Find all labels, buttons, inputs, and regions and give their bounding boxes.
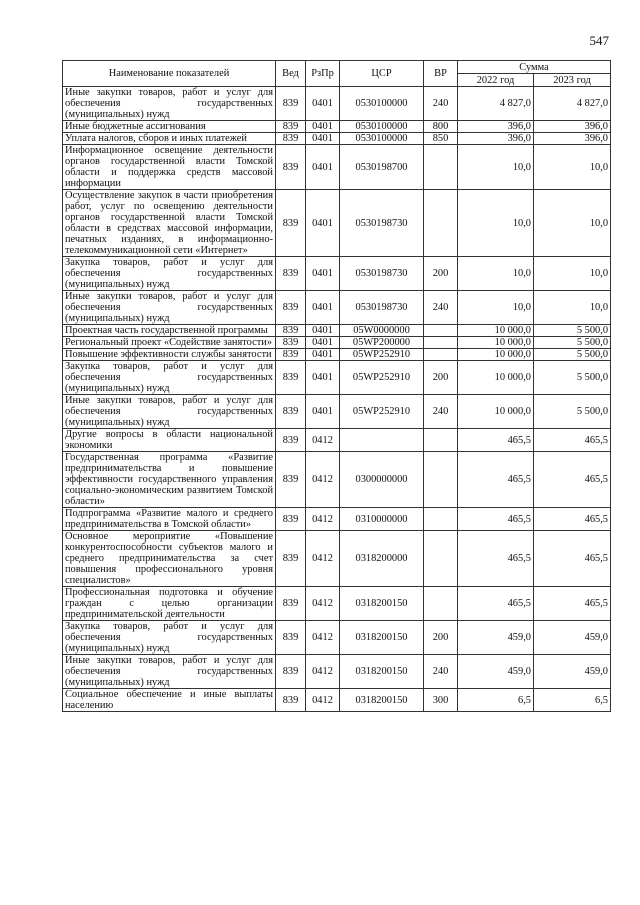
row-csr: 0530198700 (340, 145, 424, 190)
row-sum-2022: 459,0 (458, 655, 534, 689)
row-vr: 240 (424, 291, 458, 325)
row-name: Иные закупки товаров, работ и услуг для обеспечения государственных (муниципальных) нужд (63, 87, 276, 121)
row-sum-2022: 396,0 (458, 121, 534, 133)
row-sum-2023: 465,5 (534, 587, 611, 621)
row-vr: 240 (424, 655, 458, 689)
row-sum-2023: 465,5 (534, 508, 611, 531)
row-csr: 05WP252910 (340, 349, 424, 361)
table-header (63, 61, 611, 87)
row-sum-2023: 6,5 (534, 689, 611, 712)
row-sum-2023: 459,0 (534, 621, 611, 655)
row-name: Государственная программа «Развитие предпринимательства и повышение эффективности государственного управления социально-экономическим развитием Томской области» (63, 452, 276, 508)
row-vr: 240 (424, 87, 458, 121)
row-name: Подпрограмма «Развитие малого и среднего предпринимательства в Томской области» (63, 508, 276, 531)
row-sum-2022: 465,5 (458, 452, 534, 508)
row-sum-2023: 5 500,0 (534, 361, 611, 395)
table-row (63, 325, 611, 337)
table-row (63, 452, 611, 508)
table-row (63, 395, 611, 429)
row-name: Иные закупки товаров, работ и услуг для обеспечения государственных (муниципальных) нужд (63, 655, 276, 689)
row-rzpr: 0412 (306, 689, 340, 712)
row-name: Повышение эффективности службы занятости (63, 349, 276, 361)
row-vr (424, 190, 458, 257)
row-vr: 200 (424, 361, 458, 395)
row-vr (424, 429, 458, 452)
row-name: Социальное обеспечение и иные выплаты населению (63, 689, 276, 712)
row-sum-2022: 465,5 (458, 508, 534, 531)
row-csr: 05WP252910 (340, 395, 424, 429)
row-ved: 839 (276, 508, 306, 531)
row-ved: 839 (276, 257, 306, 291)
table-row (63, 531, 611, 587)
row-sum-2023: 465,5 (534, 531, 611, 587)
row-sum-2023: 10,0 (534, 145, 611, 190)
row-ved: 839 (276, 337, 306, 349)
row-vr (424, 325, 458, 337)
row-rzpr: 0401 (306, 87, 340, 121)
row-rzpr: 0401 (306, 121, 340, 133)
row-sum-2022: 465,5 (458, 531, 534, 587)
row-vr: 240 (424, 395, 458, 429)
page-number: 547 (589, 33, 609, 48)
row-rzpr: 0401 (306, 325, 340, 337)
row-sum-2022: 10 000,0 (458, 337, 534, 349)
row-csr: 0530100000 (340, 87, 424, 121)
row-sum-2023: 5 500,0 (534, 349, 611, 361)
row-sum-2022: 6,5 (458, 689, 534, 712)
table-row (63, 87, 611, 121)
row-ved: 839 (276, 325, 306, 337)
row-sum-2022: 465,5 (458, 587, 534, 621)
row-rzpr: 0412 (306, 655, 340, 689)
row-rzpr: 0412 (306, 508, 340, 531)
row-vr (424, 508, 458, 531)
header-rzpr: РзПр (306, 61, 340, 87)
row-vr (424, 587, 458, 621)
row-csr: 0530198730 (340, 257, 424, 291)
row-sum-2023: 396,0 (534, 133, 611, 145)
row-rzpr: 0401 (306, 361, 340, 395)
row-sum-2022: 465,5 (458, 429, 534, 452)
table-row (63, 361, 611, 395)
row-vr: 800 (424, 121, 458, 133)
row-sum-2022: 10 000,0 (458, 349, 534, 361)
table-row (63, 621, 611, 655)
row-vr (424, 349, 458, 361)
row-rzpr: 0412 (306, 531, 340, 587)
row-name: Основное мероприятие «Повышение конкурентоспособности субъектов малого и среднего предпринимательства за счет повышения профессионального уровня специалистов» (63, 531, 276, 587)
row-name: Региональный проект «Содействие занятости» (63, 337, 276, 349)
table-row (63, 587, 611, 621)
row-rzpr: 0401 (306, 145, 340, 190)
row-vr (424, 145, 458, 190)
row-rzpr: 0401 (306, 291, 340, 325)
row-ved: 839 (276, 361, 306, 395)
row-sum-2023: 10,0 (534, 291, 611, 325)
row-csr: 0530100000 (340, 133, 424, 145)
row-csr: 0530100000 (340, 121, 424, 133)
row-vr: 300 (424, 689, 458, 712)
row-rzpr: 0401 (306, 337, 340, 349)
row-csr (340, 429, 424, 452)
row-ved: 839 (276, 87, 306, 121)
row-vr (424, 337, 458, 349)
row-csr: 0530198730 (340, 190, 424, 257)
row-name: Закупка товаров, работ и услуг для обеспечения государственных (муниципальных) нужд (63, 621, 276, 655)
row-vr: 200 (424, 621, 458, 655)
row-rzpr: 0401 (306, 190, 340, 257)
table-body (63, 87, 611, 712)
row-sum-2022: 459,0 (458, 621, 534, 655)
row-sum-2023: 459,0 (534, 655, 611, 689)
header-name: Наименование показателей (63, 61, 276, 87)
row-ved: 839 (276, 587, 306, 621)
row-sum-2023: 5 500,0 (534, 325, 611, 337)
row-ved: 839 (276, 349, 306, 361)
table-row (63, 145, 611, 190)
row-sum-2022: 10,0 (458, 291, 534, 325)
row-sum-2023: 4 827,0 (534, 87, 611, 121)
header-csr: ЦСР (340, 61, 424, 87)
row-sum-2022: 10 000,0 (458, 361, 534, 395)
header-year-2023: 2023 год (534, 74, 611, 87)
row-ved: 839 (276, 145, 306, 190)
row-ved: 839 (276, 621, 306, 655)
row-sum-2023: 465,5 (534, 452, 611, 508)
header-year-2022: 2022 год (458, 74, 534, 87)
row-csr: 05WP252910 (340, 361, 424, 395)
row-sum-2022: 396,0 (458, 133, 534, 145)
row-ved: 839 (276, 689, 306, 712)
row-csr: 0300000000 (340, 452, 424, 508)
row-name: Уплата налогов, сборов и иных платежей (63, 133, 276, 145)
row-sum-2022: 10,0 (458, 190, 534, 257)
row-vr (424, 452, 458, 508)
row-csr: 0318200150 (340, 621, 424, 655)
header-vr: ВР (424, 61, 458, 87)
row-name: Профессиональная подготовка и обучение граждан с целью организации предпринимательской деятельности (63, 587, 276, 621)
row-rzpr: 0401 (306, 395, 340, 429)
row-sum-2023: 396,0 (534, 121, 611, 133)
row-sum-2023: 465,5 (534, 429, 611, 452)
row-rzpr: 0412 (306, 429, 340, 452)
row-csr: 0530198730 (340, 291, 424, 325)
row-rzpr: 0401 (306, 349, 340, 361)
row-ved: 839 (276, 429, 306, 452)
budget-table (62, 60, 611, 712)
row-ved: 839 (276, 121, 306, 133)
table-row (63, 337, 611, 349)
row-rzpr: 0401 (306, 133, 340, 145)
row-sum-2022: 4 827,0 (458, 87, 534, 121)
row-ved: 839 (276, 291, 306, 325)
row-ved: 839 (276, 395, 306, 429)
table-row (63, 689, 611, 712)
row-name: Проектная часть государственной программы (63, 325, 276, 337)
table-row (63, 429, 611, 452)
table-row (63, 349, 611, 361)
row-vr: 850 (424, 133, 458, 145)
row-name: Иные бюджетные ассигнования (63, 121, 276, 133)
row-name: Осуществление закупок в части приобретения работ, услуг по освещению деятельности органов государственной власти Томской области в средствах массовой информации, печатных изданиях, в информационно-телекоммуникационной сети «Интернет» (63, 190, 276, 257)
row-csr: 0318200000 (340, 531, 424, 587)
row-sum-2022: 10,0 (458, 145, 534, 190)
row-ved: 839 (276, 190, 306, 257)
row-csr: 0318200150 (340, 655, 424, 689)
row-sum-2022: 10,0 (458, 257, 534, 291)
table-row (63, 121, 611, 133)
table-row (63, 257, 611, 291)
row-name: Закупка товаров, работ и услуг для обеспечения государственных (муниципальных) нужд (63, 257, 276, 291)
row-name: Закупка товаров, работ и услуг для обеспечения государственных (муниципальных) нужд (63, 361, 276, 395)
row-csr: 0318200150 (340, 587, 424, 621)
row-vr: 200 (424, 257, 458, 291)
row-csr: 0310000000 (340, 508, 424, 531)
row-csr: 0318200150 (340, 689, 424, 712)
table-row (63, 291, 611, 325)
header-sum: Сумма (458, 61, 611, 74)
row-sum-2023: 5 500,0 (534, 337, 611, 349)
row-name: Иные закупки товаров, работ и услуг для обеспечения государственных (муниципальных) нужд (63, 291, 276, 325)
row-sum-2023: 10,0 (534, 190, 611, 257)
row-sum-2023: 10,0 (534, 257, 611, 291)
row-name: Иные закупки товаров, работ и услуг для обеспечения государственных (муниципальных) нужд (63, 395, 276, 429)
row-name: Другие вопросы в области национальной экономики (63, 429, 276, 452)
row-rzpr: 0412 (306, 587, 340, 621)
row-rzpr: 0412 (306, 452, 340, 508)
row-ved: 839 (276, 452, 306, 508)
row-csr: 05WP200000 (340, 337, 424, 349)
table-row (63, 133, 611, 145)
row-sum-2023: 5 500,0 (534, 395, 611, 429)
row-sum-2022: 10 000,0 (458, 325, 534, 337)
row-ved: 839 (276, 133, 306, 145)
header-ved: Вед (276, 61, 306, 87)
row-rzpr: 0412 (306, 621, 340, 655)
table-row (63, 508, 611, 531)
row-name: Информационное освещение деятельности органов государственной власти Томской области и поддержка средств массовой информации (63, 145, 276, 190)
table-row (63, 190, 611, 257)
row-ved: 839 (276, 655, 306, 689)
row-vr (424, 531, 458, 587)
row-csr: 05W0000000 (340, 325, 424, 337)
row-rzpr: 0401 (306, 257, 340, 291)
row-ved: 839 (276, 531, 306, 587)
table-row (63, 655, 611, 689)
row-sum-2022: 10 000,0 (458, 395, 534, 429)
